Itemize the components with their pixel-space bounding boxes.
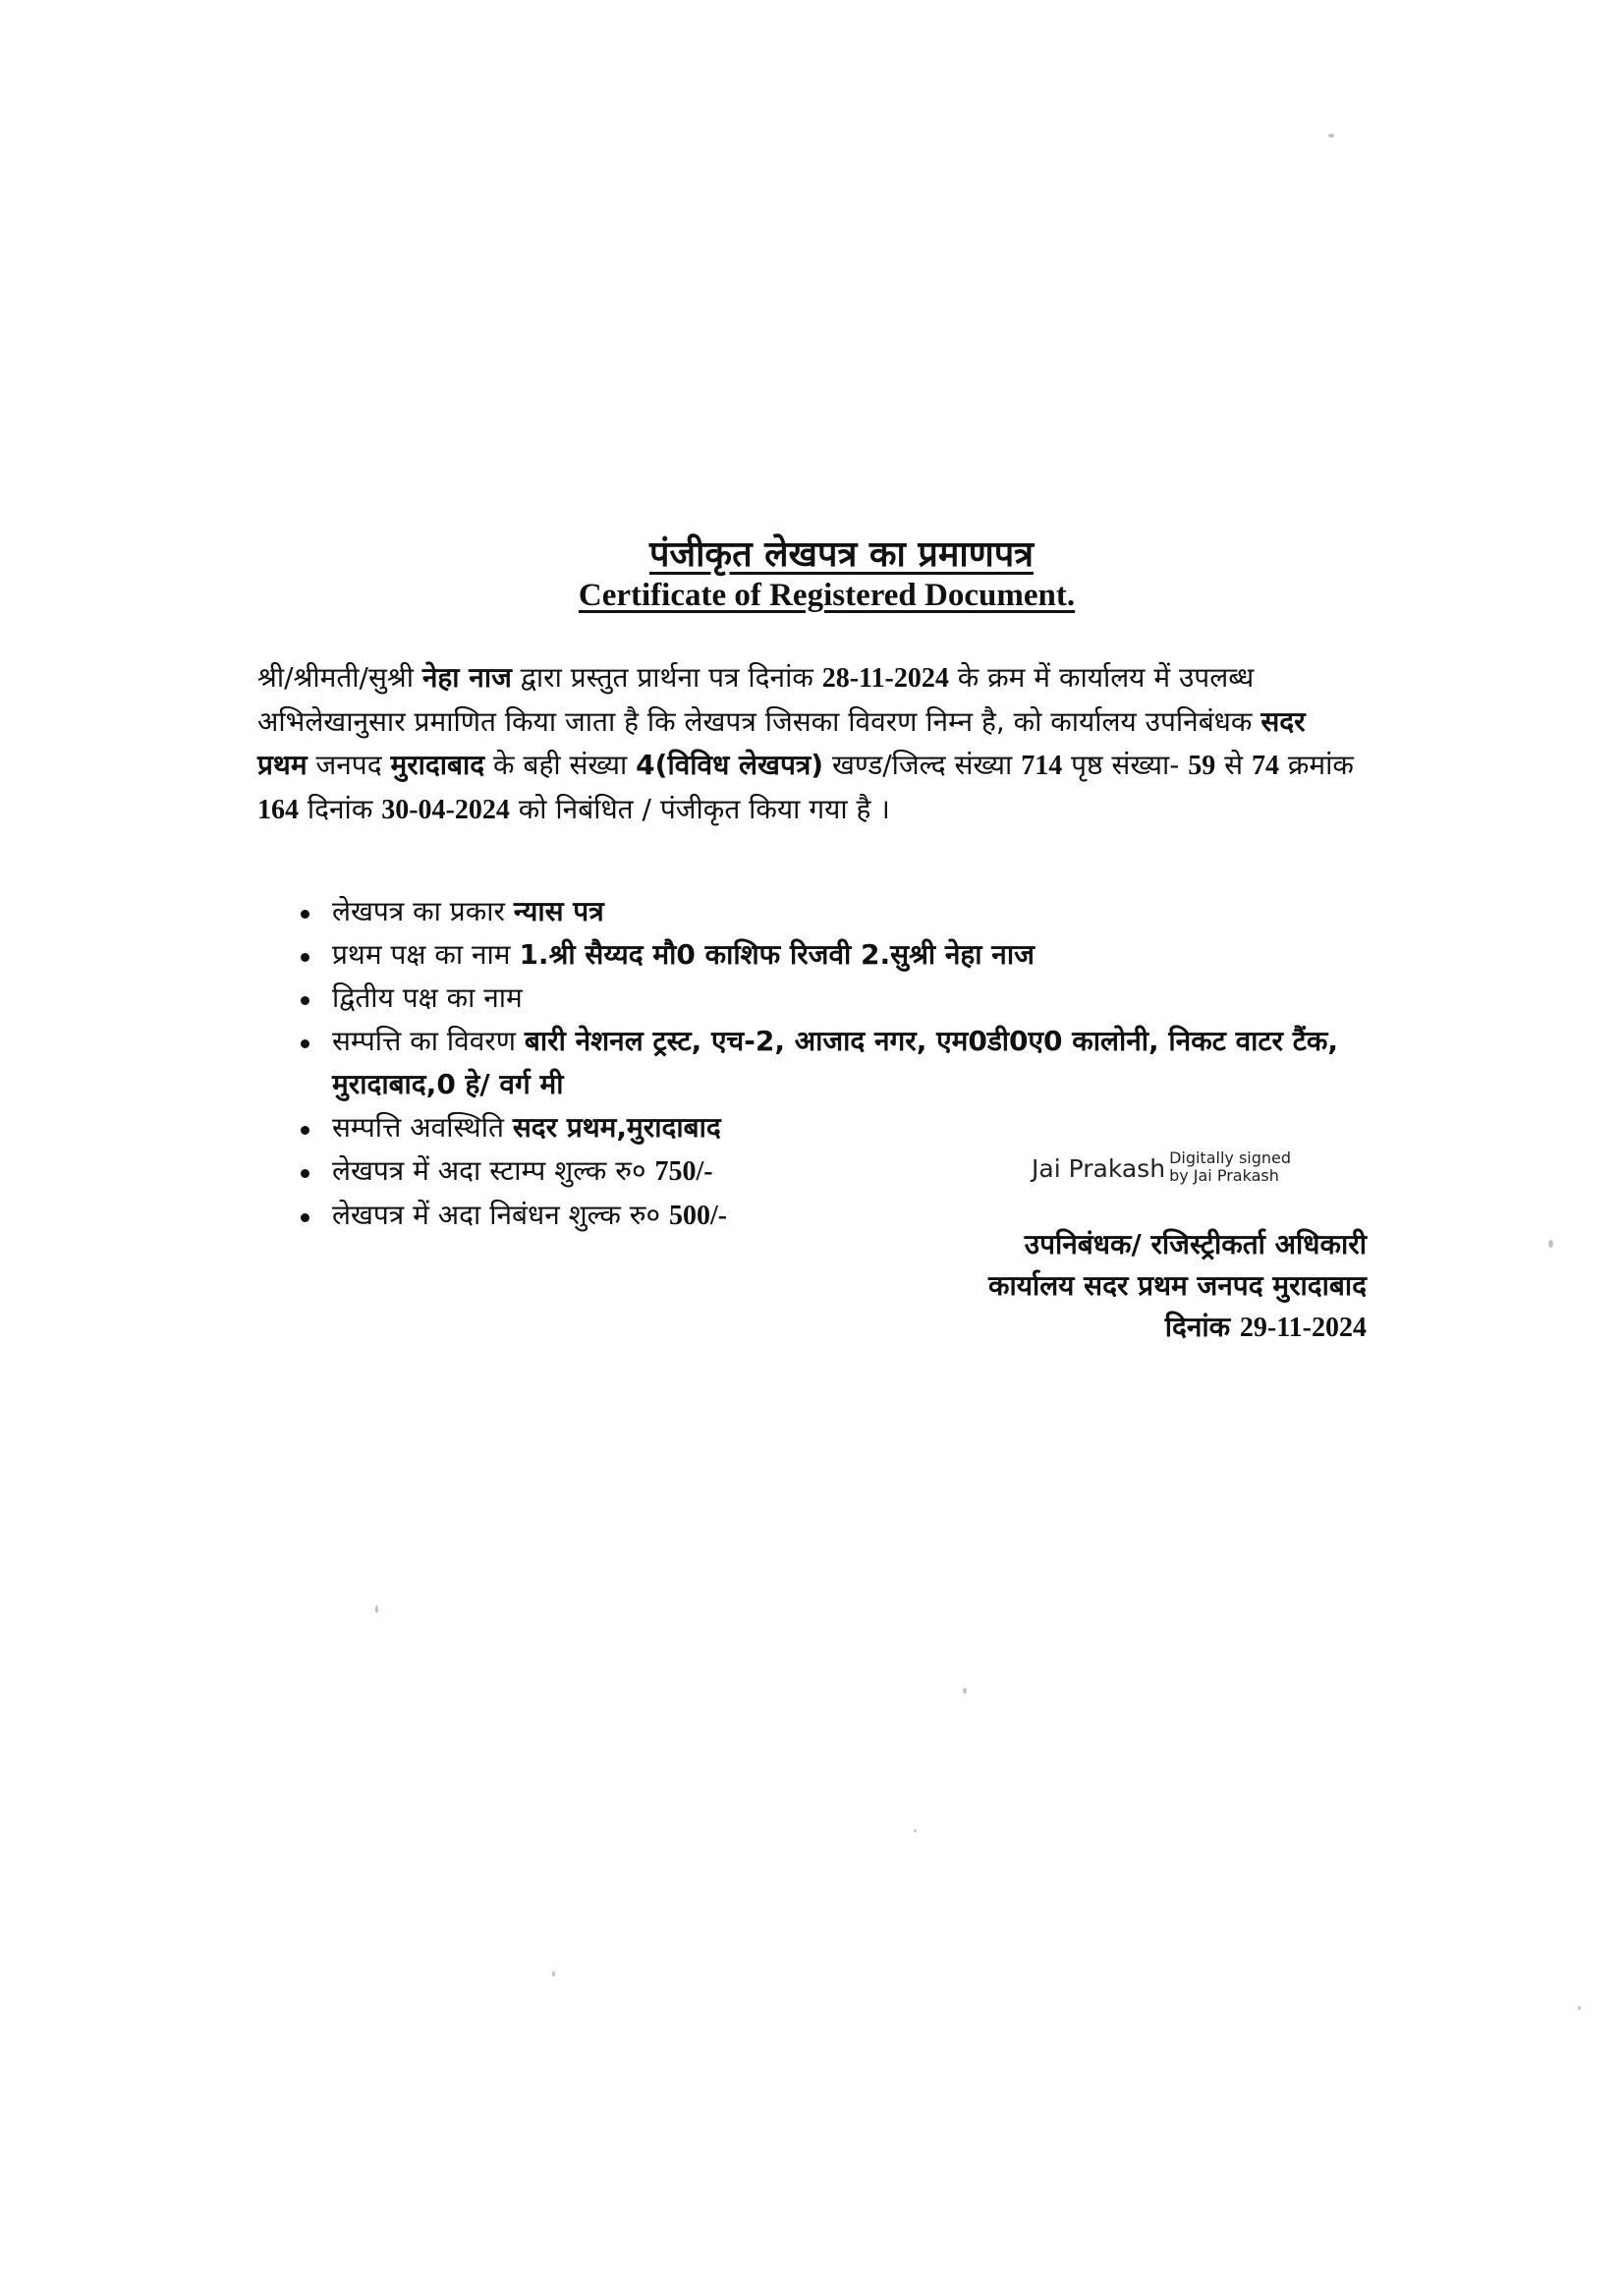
officer-block [988,1224,1367,1349]
certificate-paragraph [257,656,1358,832]
title-hindi-text: पंजीकृत लेखपत्र का प्रमाणपत्र [648,534,1035,575]
district-name: मुरादाबाद [390,749,485,781]
item-value: सदर प्रथम,मुरादाबाद [512,1111,721,1144]
para-text: क्रमांक [1278,749,1354,781]
para-text: जनपद [307,749,391,781]
office-name: सदर प्रथम [257,705,1306,781]
para-text: खण्ड/जिल्द संख्या [823,749,1022,781]
item-label: द्वितीय पक्ष का नाम [332,981,523,1014]
item-label: लेखपत्र का प्रकार [332,895,514,927]
scan-speck [375,1605,378,1613]
scan-speck [914,1829,917,1832]
applicant-name: नेहा नाज [421,661,512,694]
item-label: सम्पत्ति अवस्थिति [332,1111,513,1144]
para-text: पृष्ठ संख्या- [1062,749,1189,781]
book-number: 4(विविध लेखपत्र) [636,749,824,781]
serial-number: 164 [257,795,299,825]
title-english [0,578,1624,614]
signer-name: Jai Prakash [1032,1154,1166,1183]
item-value: 500/- [668,1201,728,1231]
signature-line1: Digitally signed [1169,1148,1292,1167]
item-value: बारी नेशनल ट्रस्ट, एच-2, आजाद नगर, एम0डी0ए0 कालोनी, निकट वाटर टैंक, मुरादाबाद,0 हे/ वर्ग मी [332,1025,1338,1100]
registration-date: 30-04-2024 [381,795,510,825]
para-text: श्री/श्रीमती/सुश्री [257,661,422,694]
scan-speck [963,1688,967,1694]
item-value: 1.श्री सैय्यद मौ0 काशिफ रिजवी 2.सुश्री नेहा नाज [519,938,1035,971]
item-label: लेखपत्र में अदा स्टाम्प शुल्क रु० [332,1154,655,1187]
item-label: सम्पत्ति का विवरण [332,1025,525,1057]
signature-note [1169,1149,1291,1185]
list-item-property-description [295,1020,1415,1106]
para-text: से [1215,749,1252,781]
page-from: 59 [1188,751,1216,781]
volume-number: 714 [1021,751,1063,781]
page-to: 74 [1251,751,1279,781]
application-date: 28-11-2024 [821,663,949,694]
para-text: दिनांक [299,793,382,825]
scan-speck [1328,134,1334,138]
para-text: के क्रम में कार्यालय में उपलब्ध अभिलेखानुसार प्रमाणित किया जाता है कि लेखपत्र जिसका विवरण निम्न है, को कार्यालय उपनिबंधक [257,661,1261,738]
document-details-list [295,890,1415,1238]
list-item-second-party [295,977,1415,1020]
issue-date [988,1307,1367,1349]
signature-line2: by Jai Prakash [1169,1166,1279,1185]
list-item-document-type [295,890,1415,933]
scan-speck [1578,2006,1581,2010]
item-label: लेखपत्र में अदा निबंधन शुल्क रु० [332,1199,669,1231]
list-item-first-party [295,933,1415,977]
title-english-text: Certificate of Registered Document. [578,578,1076,613]
item-value: 750/- [654,1156,713,1187]
scan-speck [1548,1240,1553,1248]
para-text: को निबंधित / पंजीकृत किया गया है । [509,793,890,825]
title-hindi [0,529,1624,577]
scan-speck [552,1971,555,1977]
officer-designation: उपनिबंधक/ रजिस्ट्रीकर्ता अधिकारी [1024,1228,1367,1260]
officer-office: कार्यालय सदर प्रथम जनपद मुरादाबाद [987,1269,1367,1302]
item-value: न्यास पत्र [513,895,604,927]
issue-date-label: दिनांक [1164,1311,1240,1343]
issue-date-value: 29-11-2024 [1239,1313,1367,1343]
digital-signature [1032,1148,1291,1183]
list-item-property-location [295,1106,1415,1149]
para-text: द्वारा प्रस्तुत प्रार्थना पत्र दिनांक [511,661,822,694]
para-text: के बही संख्या [484,749,637,781]
item-label: प्रथम पक्ष का नाम [332,938,520,971]
